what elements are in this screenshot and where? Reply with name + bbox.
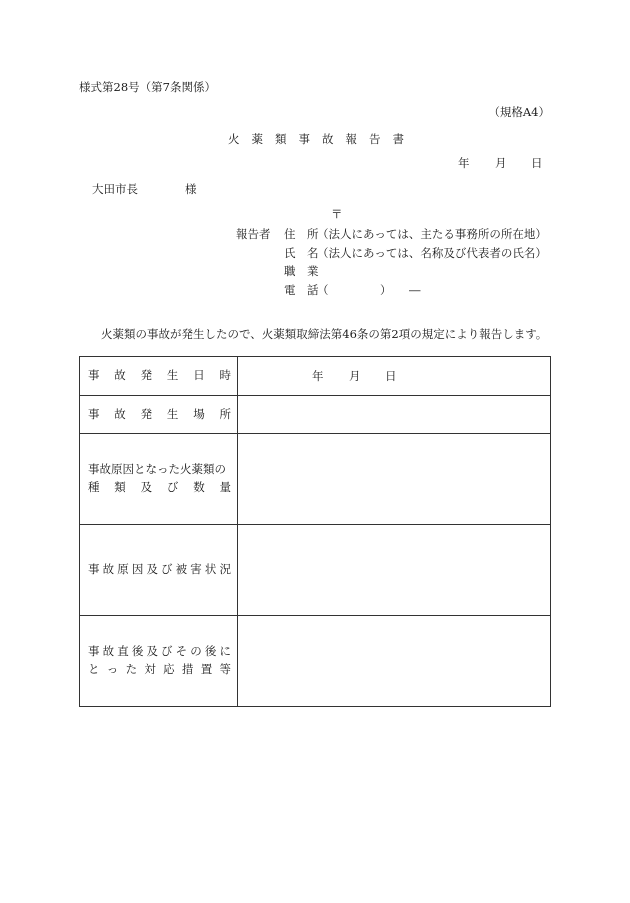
accident-day: 日 [385,369,397,383]
accident-year: 年 [312,369,324,383]
name-label: 氏 名 [284,246,319,260]
address-label: 住 所 [284,227,319,241]
phone-open-paren: （ [317,283,329,297]
response-measures-value-cell[interactable] [238,616,551,707]
phone-label: 電 話 [284,283,319,297]
response-measures-line1: 事 故 直 後 及 び そ の 後 に [88,644,231,659]
explosive-type-label [80,461,237,497]
name-note: （法人にあっては、名称及び代表者の氏名） [317,246,547,260]
report-statement: 火薬類の事故が発生したので、火薬類取締法第46条の第2項の規定により報告します。 [101,327,548,341]
response-measures-line2: と っ た 対 応 措 置 等 [88,662,231,676]
reporter-label: 報告者 [236,227,271,241]
table-row [80,525,551,616]
postal-mark: 〒 [331,207,343,221]
addressee-honorific: 様 [185,182,197,196]
table-row [80,357,551,396]
form-number: 様式第28号（第7条関係） [79,80,216,94]
accident-month: 月 [349,369,361,383]
accident-datetime-value-cell[interactable] [238,357,551,396]
accident-place-value-cell[interactable] [238,396,551,434]
explosive-type-label-cell [80,434,238,525]
explosive-type-value-cell[interactable] [238,434,551,525]
date-month: 月 [495,156,507,170]
accident-datetime-label: 事 故 発 生 日 時 [88,368,231,383]
paper-size-note: （規格A4） [488,105,550,119]
accident-place-label-cell [80,396,238,434]
phone-dash: ― [409,283,421,297]
cause-damage-label-cell [80,525,238,616]
table-row [80,396,551,434]
explosive-type-line2: 種 類 及 び 数 量 [88,480,231,494]
cause-damage-value-cell[interactable] [238,525,551,616]
occupation-label: 職 業 [284,264,319,278]
explosive-type-line1: 事故原因となった火薬類の [88,462,226,477]
table-row [80,434,551,525]
cause-damage-label: 事 故 原 因 及 び 被 害 状 況 [88,562,231,577]
accident-place-label: 事 故 発 生 場 所 [88,406,231,421]
date-day: 日 [531,156,543,170]
accident-datetime-label-cell [80,357,238,396]
report-table [79,356,551,707]
phone-close-paren: ） [380,283,392,297]
table-row [80,616,551,707]
response-measures-label-cell [80,616,238,707]
address-note: （法人にあっては、主たる事務所の所在地） [317,227,547,241]
response-measures-label [80,643,237,679]
date-year: 年 [458,156,470,170]
addressee-name: 大田市長 [92,182,138,196]
document-title: 火 薬 類 事 故 報 告 書 [228,132,404,146]
